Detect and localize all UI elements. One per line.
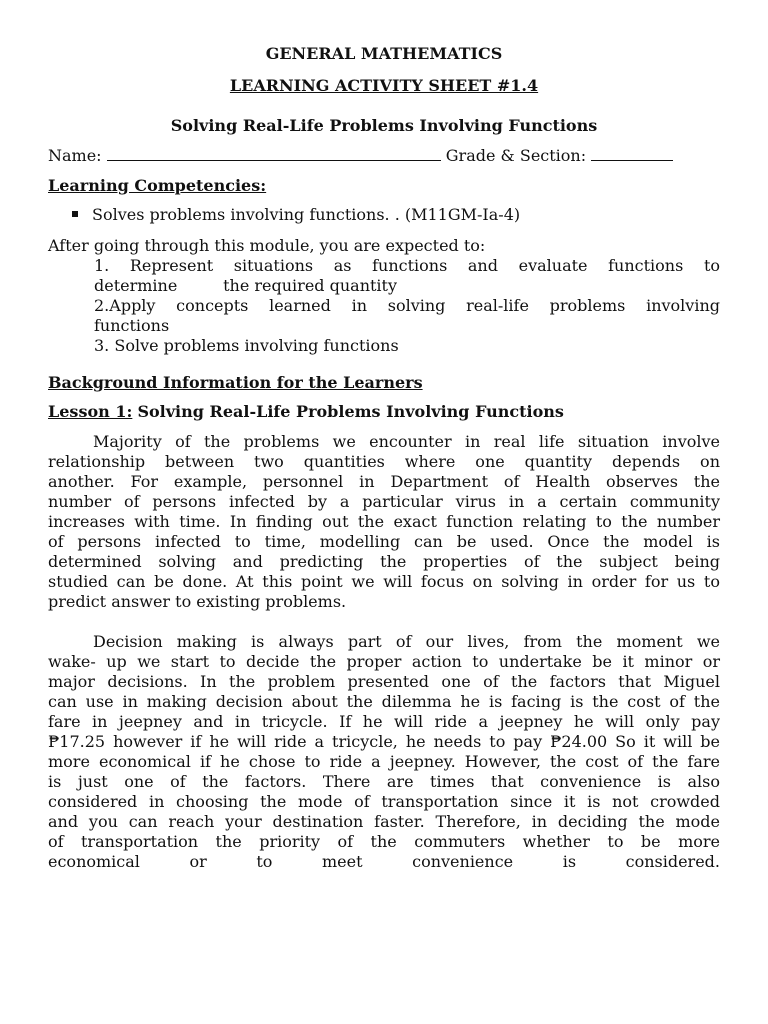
objective-3: 3. Solve problems involving functions xyxy=(94,336,399,355)
bullet-icon xyxy=(72,211,78,217)
paragraph-line: of transportation the priority of the commuters whether to be more xyxy=(48,832,720,851)
paragraph-1 xyxy=(48,432,720,612)
paragraph-2 xyxy=(48,632,720,872)
competencies-heading: Learning Competencies: xyxy=(48,176,267,195)
name-row xyxy=(48,146,673,165)
objective-1-line-1: 1. Represent situations as functions and evaluate functions to xyxy=(94,256,720,275)
paragraph-line: predict answer to existing problems. xyxy=(48,592,347,611)
competency-item xyxy=(72,205,520,224)
sheet-title: Solving Real-Life Problems Involving Functions xyxy=(170,116,598,135)
paragraph-line: number of persons infected by a particular virus in a certain community xyxy=(48,492,720,511)
lesson-title: Solving Real-Life Problems Involving Functions xyxy=(137,402,564,421)
paragraph-line: considered in choosing the mode of transportation since it is not crowded xyxy=(48,792,720,811)
paragraph-line: economical or to meet convenience is considered. xyxy=(48,852,720,871)
objectives-intro: After going through this module, you are expected to: xyxy=(48,236,486,255)
paragraph-line: wake- up we start to decide the proper action to undertake be it minor or xyxy=(48,652,720,671)
paragraph-line: fare in jeepney and in tricycle. If he will ride a jeepney he will only pay xyxy=(48,712,720,731)
paragraph-line: major decisions. In the problem presented one of the factors that Miguel xyxy=(48,672,720,691)
paragraph-line: determined solving and predicting the properties of the subject being xyxy=(48,552,720,571)
paragraph-line: is just one of the factors. There are times that convenience is also xyxy=(48,772,720,791)
background-heading: Background Information for the Learners xyxy=(48,373,423,392)
objective-2-line-1: 2.Apply concepts learned in solving real-life problems involving xyxy=(94,296,720,315)
paragraph-line: and you can reach your destination faster. Therefore, in deciding the mode xyxy=(48,812,720,831)
paragraph-line: relationship between two quantities where one quantity depends on xyxy=(48,452,720,471)
subject-heading: GENERAL MATHEMATICS xyxy=(265,44,503,63)
grade-section-blank[interactable] xyxy=(591,146,673,161)
paragraph-line: more economical if he chose to ride a jeepney. However, the cost of the fare xyxy=(48,752,720,771)
paragraph-line: ₱17.25 however if he will ride a tricycle, he needs to pay ₱24.00 So it will be xyxy=(48,732,720,751)
objective-2-line-2: functions xyxy=(94,316,170,335)
grade-section-label: Grade & Section: xyxy=(445,146,587,165)
paragraph-line: Majority of the problems we encounter in real life situation involve xyxy=(93,432,720,451)
paragraph-line: of persons infected to time, modelling can be used. Once the model is xyxy=(48,532,720,551)
lesson-heading xyxy=(48,402,564,421)
sheet-heading: LEARNING ACTIVITY SHEET #1.4 xyxy=(229,76,539,95)
paragraph-line: Decision making is always part of our lives, from the moment we xyxy=(93,632,720,651)
paragraph-line: can use in making decision about the dilemma he is facing is the cost of the xyxy=(48,692,720,711)
paragraph-line: another. For example, personnel in Department of Health observes the xyxy=(48,472,720,491)
paragraph-line: increases with time. In finding out the exact function relating to the number xyxy=(48,512,720,531)
lesson-label: Lesson 1: xyxy=(48,402,133,421)
objectives-list xyxy=(94,256,720,356)
name-blank[interactable] xyxy=(107,146,441,161)
paragraph-line: studied can be done. At this point we will focus on solving in order for us to xyxy=(48,572,720,591)
name-label: Name: xyxy=(48,146,102,165)
competency-text: Solves problems involving functions. . (M11GM-Ia-4) xyxy=(92,205,521,224)
objective-1-line-2: determine the required quantity xyxy=(94,276,398,295)
